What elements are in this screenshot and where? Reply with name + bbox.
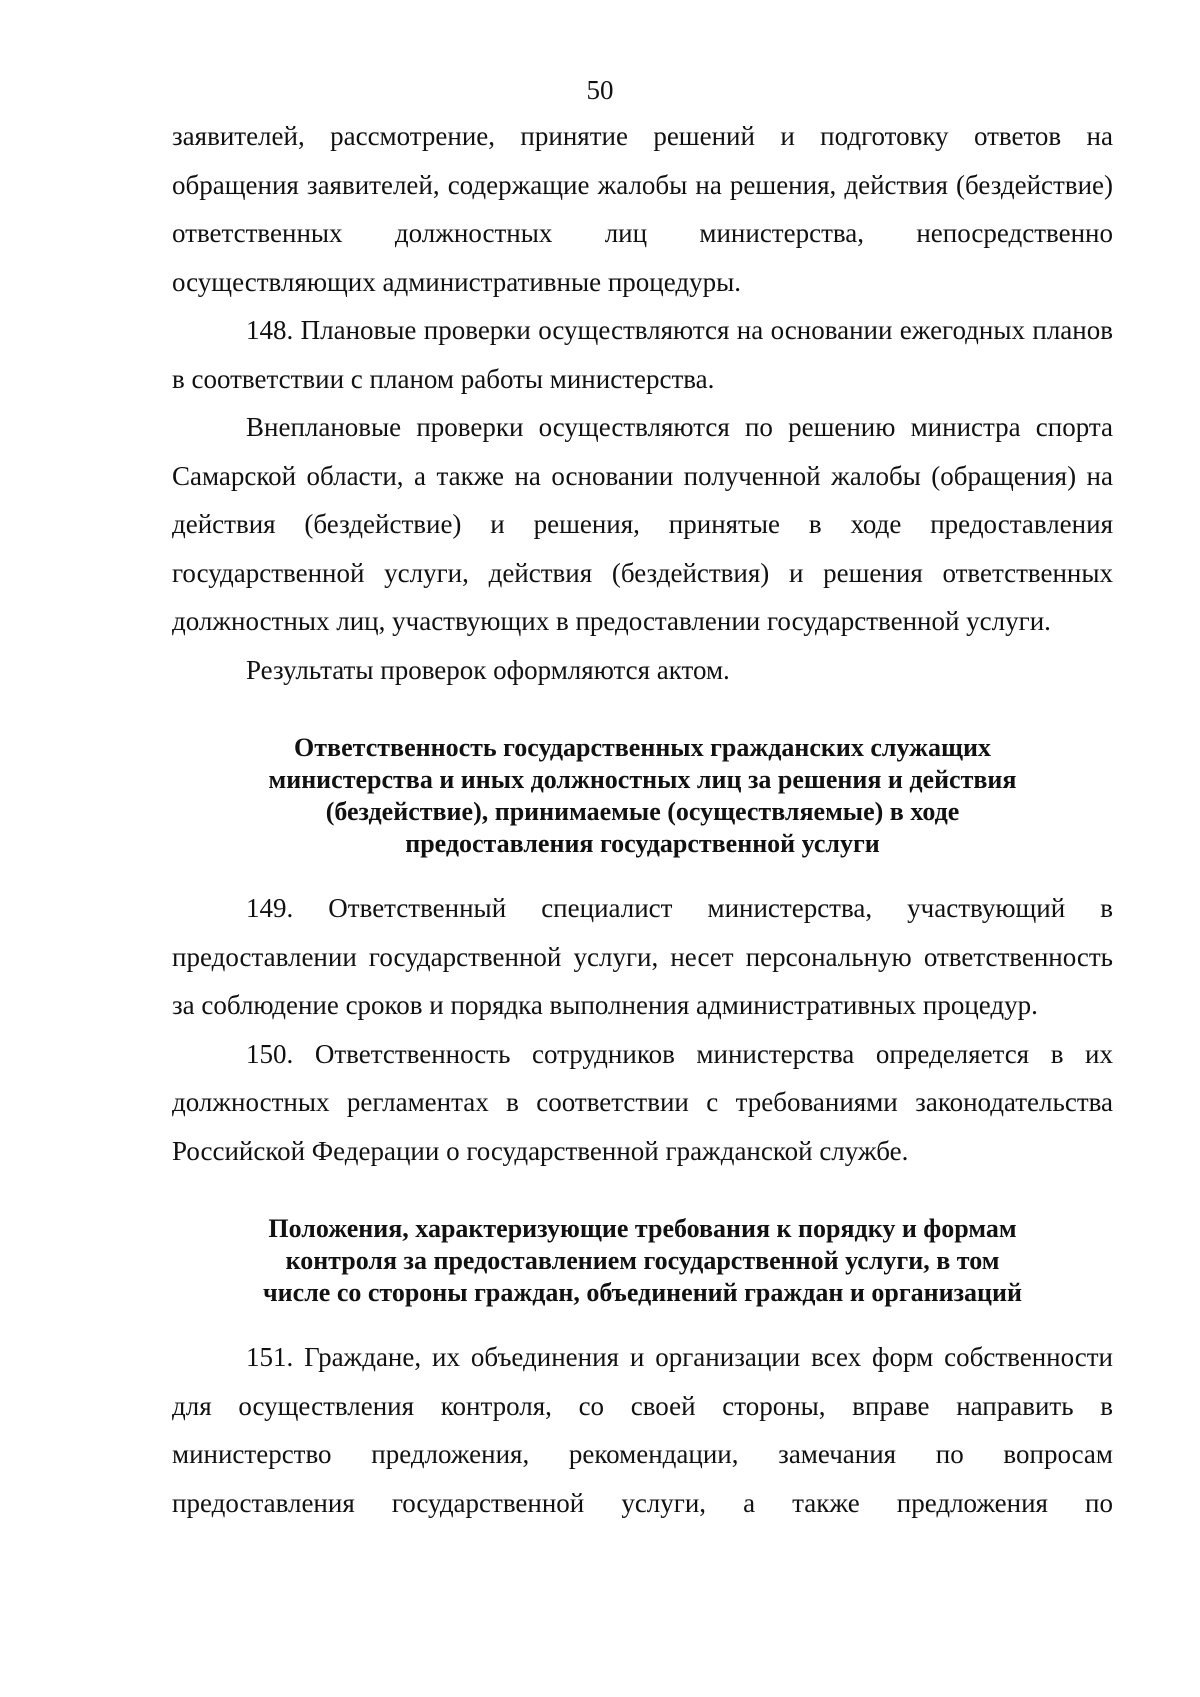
paragraph-unplanned-inspections: Внеплановые проверки осуществляются по решению министра спорта Самарской области, а также на основании полученной жалобы (обращения) на действия (бездействие) и решения, принятые в ходе предоставления государственной услуги, действия (бездействия) и решения ответственных должностных лиц, участвующих в предоставлении государственной услуги. bbox=[172, 412, 1113, 636]
paragraph-149: 149. Ответственный специалист министерства, участвующий в предоставлении государственной услуги, несет персональную ответственность за соблюдение сроков и порядка выполнения административных процедур. bbox=[172, 893, 1113, 1020]
paragraph-151: 151. Граждане, их объединения и организации всех форм собственности для осуществления контроля, со своей стороны, вправе направить в министерство предложения, рекомендации, замечания по вопросам предоставления государственной услуги, а также предложения по bbox=[172, 1342, 1113, 1518]
paragraph-148: 148. Плановые проверки осуществляются на основании ежегодных планов в соответствии с планом работы министерства. bbox=[172, 315, 1113, 394]
section-heading-responsibility bbox=[172, 732, 1113, 860]
document-body bbox=[172, 112, 1113, 1527]
heading-line: министерства и иных должностных лиц за решения и действия bbox=[268, 765, 1017, 794]
heading-line: (бездействие), принимаемые (осуществляемые) в ходе bbox=[325, 797, 960, 826]
paragraph-continuation: заявителей, рассмотрение, принятие решений и подготовку ответов на обращения заявителей, содержащие жалобы на решения, действия (бездействие) ответственных должностных лиц министерства, непосредственно осуществляющих административные процедуры. bbox=[172, 121, 1113, 297]
heading-line: числе со стороны граждан, объединений граждан и организаций bbox=[263, 1278, 1022, 1307]
heading-line: контроля за предоставлением государственной услуги, в том bbox=[285, 1246, 1000, 1275]
page-number: 50 bbox=[586, 75, 614, 105]
paragraph-150: 150. Ответственность сотрудников министерства определяется в их должностных регламентах в соответствии с требованиями законодательства Российской Федерации о государственной гражданской службе. bbox=[172, 1038, 1113, 1166]
section-heading-control bbox=[172, 1213, 1113, 1309]
paragraph-inspection-results: Результаты проверок оформляются актом. bbox=[246, 654, 730, 685]
heading-line: Ответственность государственных гражданских служащих bbox=[294, 733, 991, 762]
heading-line: предоставления государственной услуги bbox=[405, 829, 880, 858]
heading-line: Положения, характеризующие требования к порядку и формам bbox=[268, 1214, 1017, 1243]
